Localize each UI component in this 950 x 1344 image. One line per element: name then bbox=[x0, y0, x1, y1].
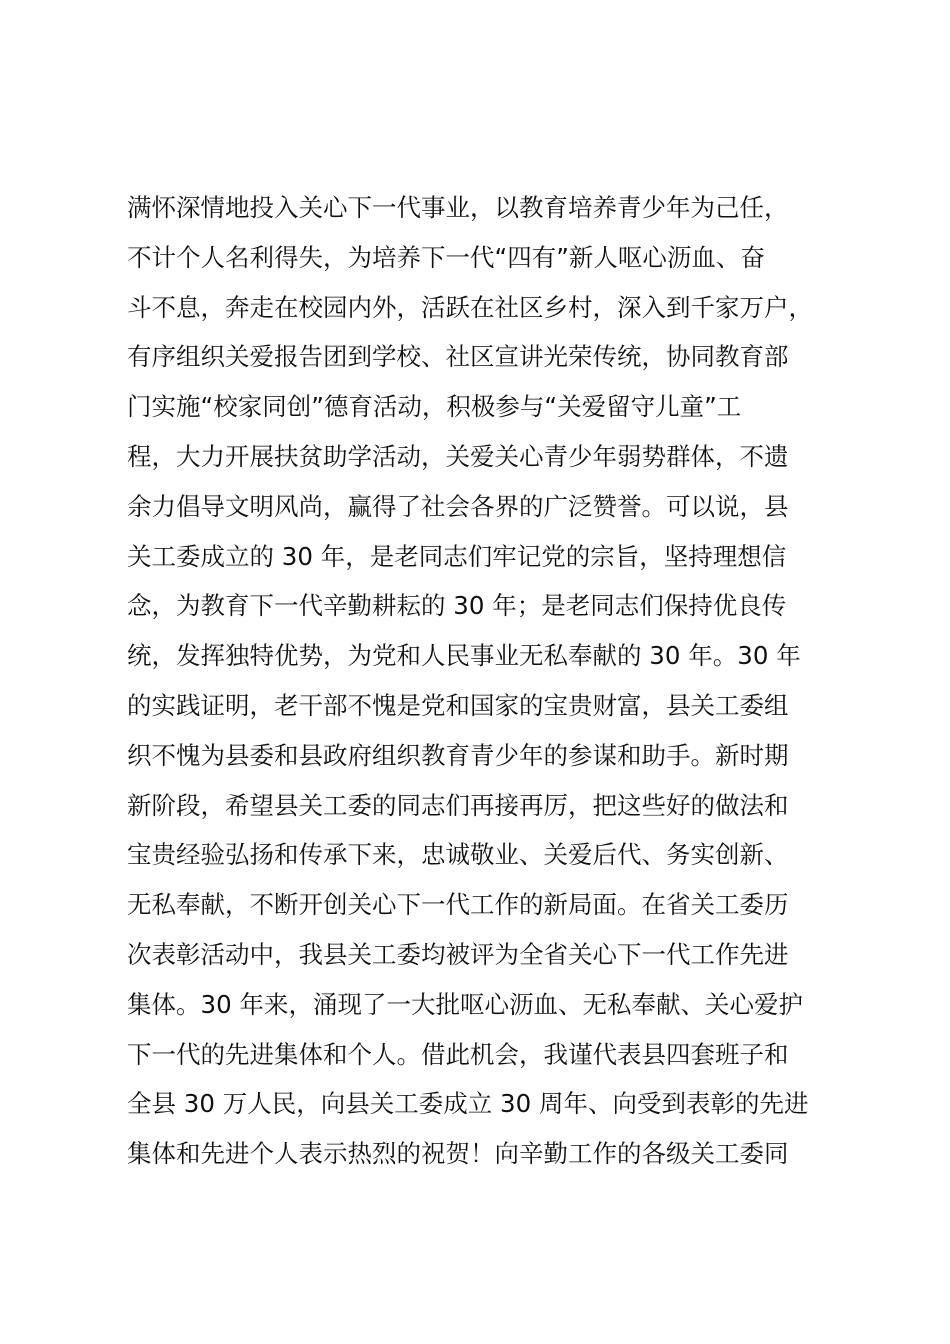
text-line: 次表彰活动中，我县关工委均被评为全省关心下一代工作先进 bbox=[127, 939, 789, 969]
text-line: 不计个人名利得失，为培养下一代“四有”新人呕心沥血、奋 bbox=[127, 242, 765, 272]
text-line: 统，发挥独特优势，为党和人民事业无私奉献的 30 年。30 年 bbox=[127, 641, 801, 671]
text-line: 全县 30 万人民，向县关工委成立 30 周年、向受到表彰的先进 bbox=[127, 1089, 809, 1119]
text-line: 织不愧为县委和县政府组织教育青少年的参谋和助手。新时期 bbox=[127, 740, 789, 770]
text-line: 程，大力开展扶贫助学活动，关爱关心青少年弱势群体，不遗 bbox=[127, 441, 789, 471]
text-line: 满怀深情地投入关心下一代事业，以教育培养青少年为己任， bbox=[127, 193, 789, 222]
text-line: 关工委成立的 30 年，是老同志们牢记党的宗旨，坚持理想信 bbox=[127, 541, 787, 571]
text-line: 集体和先进个人表示热烈的祝贺！向辛勤工作的各级关工委同 bbox=[127, 1139, 789, 1169]
body-paragraph bbox=[127, 183, 867, 1179]
text-line: 集体。30 年来，涌现了一大批呕心沥血、无私奉献、关心爱护 bbox=[127, 989, 803, 1019]
text-line: 新阶段，希望县关工委的同志们再接再厉，把这些好的做法和 bbox=[127, 790, 789, 820]
text-line: 的实践证明，老干部不愧是党和国家的宝贵财富，县关工委组 bbox=[127, 690, 789, 720]
text-line: 念，为教育下一代辛勤耕耘的 30 年；是老同志们保持优良传 bbox=[127, 591, 787, 621]
text-line: 门实施“校家同创”德育活动，积极参与“关爱留守儿童”工 bbox=[127, 392, 742, 422]
text-line: 下一代的先进集体和个人。借此机会，我谨代表县四套班子和 bbox=[127, 1039, 789, 1069]
text-line: 无私奉献，不断开创关心下一代工作的新局面。在省关工委历 bbox=[127, 890, 789, 920]
text-line: 有序组织关爱报告团到学校、社区宣讲光荣传统，协同教育部 bbox=[127, 342, 789, 372]
text-line: 宝贵经验弘扬和传承下来，忠诚敬业、关爱后代、务实创新、 bbox=[127, 840, 789, 870]
text-line: 余力倡导文明风尚，赢得了社会各界的广泛赞誉。可以说，县 bbox=[127, 491, 789, 521]
text-line: 斗不息，奔走在校园内外，活跃在社区乡村，深入到千家万户， bbox=[127, 292, 813, 322]
